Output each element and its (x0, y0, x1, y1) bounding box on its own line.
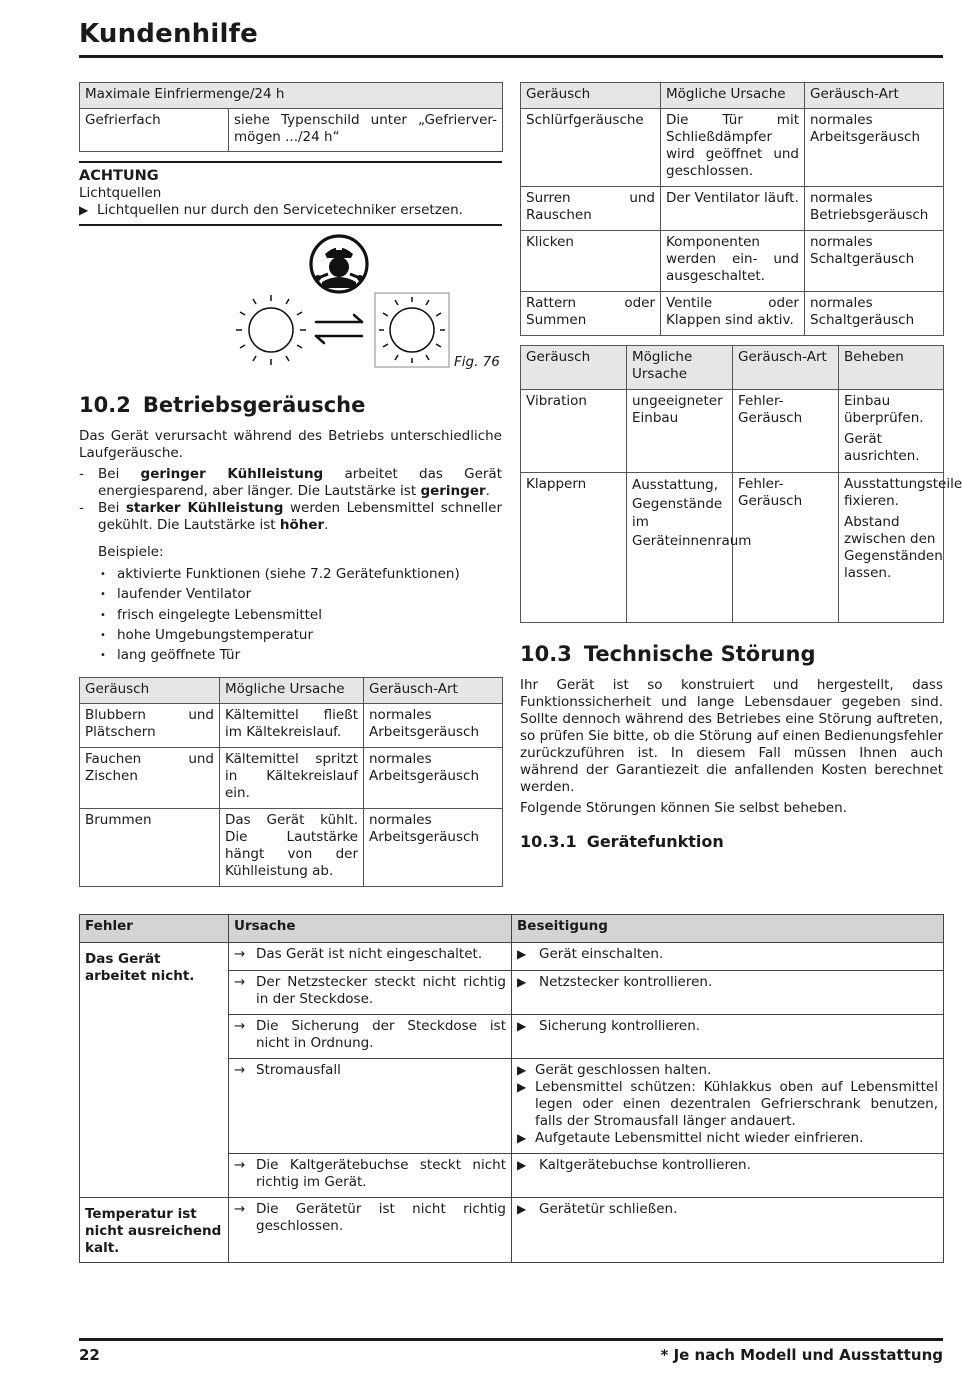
arrow-icon: → (234, 1157, 246, 1173)
table-header: Geräusch (521, 83, 661, 109)
arrow-icon: → (234, 974, 246, 990)
triangle-icon: ▶ (79, 203, 89, 217)
section-number: 10.3 (520, 642, 572, 666)
lightbulb-icon (236, 295, 306, 365)
table-header: Geräusch (80, 678, 220, 704)
fault-noise-table (520, 345, 962, 623)
section-title: Betriebsgeräusche (142, 393, 366, 417)
section-title: Technische Störung (583, 642, 816, 666)
examples-label: Beispiele: (98, 544, 164, 560)
achtung-instruction: Lichtquellen nur durch den Servicetechniker ersetzen. (97, 202, 463, 218)
triangle-icon: ▶ (517, 1019, 527, 1033)
section-text: Folgende Störungen können Sie selbst beheben. (520, 800, 847, 816)
table-header: Geräusch (521, 346, 627, 390)
bullet-icon: • (100, 589, 106, 601)
freeze-capacity-table (79, 82, 503, 152)
section-intro: Das Gerät verursacht während des Betriebs unterschiedliche Laufgeräusche. (79, 428, 502, 461)
table-row: Rattern oder Summen Ventile oder Klappen sind aktiv. normales Schaltgeräusch (521, 292, 944, 336)
footer-note: * Je nach Modell und Ausstattung (660, 1346, 943, 1364)
table-row: Surren und Rauschen Der Ventilator läuft. normales Betriebsgeräusch (521, 187, 944, 231)
triangle-icon: ▶ (517, 1158, 527, 1172)
list-item: • laufender Ventilator (100, 586, 252, 603)
arrow-icon: → (234, 946, 246, 962)
bullet-icon: • (100, 629, 106, 641)
table-header: Fehler (80, 915, 229, 943)
table-header: Geräusch-Art (733, 346, 839, 390)
fault-label: Das Gerät arbeitet nicht. (80, 943, 229, 1198)
table-row: → Die Kaltgerätebuchse steckt nicht richtig im Gerät. ▶ Kaltgerätebuchse kontrollieren. (80, 1154, 944, 1198)
list-item: • aktivierte Funktionen (siehe 7.2 Gerätefunktionen) (100, 566, 460, 582)
list-item: - Bei geringer Kühlleistung arbeitet das Gerät energiesparend, aber länger. Die Lautstärke ist geringer. (79, 466, 502, 499)
noise-table-left (79, 677, 503, 887)
section-heading-10-3 (520, 641, 815, 667)
table-row: → Der Netzstecker steckt nicht richtig in der Steckdose. ▶ Netzstecker kontrollieren. (80, 971, 944, 1015)
subsection-heading-10-3-1: 10.3.1 Gerätefunktion (520, 832, 724, 851)
table-row: Brummen Das Gerät kühlt. Die Lautstärke hängt von der Kühlleistung ab. normales Arbeitsgeräusch (80, 809, 503, 887)
bullet-icon: • (100, 609, 106, 621)
page-number: 22 (79, 1346, 100, 1364)
dash-icon: - (79, 500, 84, 516)
table-header: Geräusch-Art (364, 678, 503, 704)
table-row: Schlürfgeräusche Die Tür mit Schließdämpfer wird geöffnet und geschlossen. normales Arbeitsgeräusch (521, 109, 944, 187)
arrow-icon: → (234, 1018, 246, 1034)
arrow-icon: → (234, 1201, 246, 1217)
bulb-frame (375, 293, 449, 367)
table-header: Mögliche Ursache (220, 678, 364, 704)
list-item: - Bei starker Kühlleistung werden Lebensmittel schneller gekühlt. Die Lautstärke ist höher. (79, 500, 503, 533)
triangle-icon: ▶ (517, 1131, 527, 1145)
noise-table-right (520, 82, 944, 336)
triangle-icon: ▶ (517, 1063, 527, 1077)
section-text: Ihr Gerät ist so konstruiert und hergestellt, dass Funktionssicherheit und lange Lebensdauer gegeben sind. Sollte dennoch während des Betriebes eine Störung auftreten, so prüfen Sie bitte, ob die Störung auf einen Bedienungsfehler zurückzuführen ist. In diesem Fall müssen Ihnen auch während der Garantiezeit die anfallenden Kosten berechnet werden. (520, 677, 943, 795)
achtung-box (79, 167, 502, 219)
section-number: 10.2 (79, 393, 131, 417)
triangle-icon: ▶ (517, 1202, 527, 1216)
arrow-icon: → (234, 1062, 246, 1078)
fault-table (79, 914, 944, 1263)
triangle-icon: ▶ (517, 1080, 527, 1094)
technician-icon (311, 236, 367, 292)
bullet-icon: • (100, 650, 106, 662)
table-header: Ursache (229, 915, 512, 943)
table-row: → Die Sicherung der Steckdose ist nicht in Ordnung. ▶ Sicherung kontrollieren. (80, 1015, 944, 1059)
figure-caption: Fig. 76 (454, 354, 500, 370)
figure-76 (232, 232, 452, 372)
achtung-title: ACHTUNG (79, 168, 159, 184)
section-heading-10-2 (79, 392, 365, 418)
lightbulb-icon (379, 297, 445, 363)
table-row: Blubbern und Plätschern Kältemittel fließt im Kältekreislauf. normales Arbeitsgeräusch (80, 704, 503, 748)
triangle-icon: ▶ (517, 975, 527, 989)
table-row: Vibration ungeeigneter Einbau Fehler-Geräusch Einbau überprüfen. Gerät ausrichten. (521, 390, 944, 473)
table-header: Mögliche Ursache (627, 346, 733, 390)
table-header: Beheben (839, 346, 944, 390)
table-header: Mögliche Ursache (661, 83, 805, 109)
fault-label: Temperatur ist nicht ausreichend kalt. (80, 1198, 229, 1263)
footer-rule (79, 1338, 943, 1341)
achtung-bottom-rule (79, 224, 502, 226)
light-replacement-illustration (232, 232, 452, 372)
list-item: • hohe Umgebungstemperatur (100, 626, 314, 643)
table-header: Beseitigung (512, 915, 944, 943)
achtung-top-rule (79, 161, 502, 163)
table-cell: siehe Typenschild unter „Gefrierver-mögen .../24 h“ (229, 109, 503, 152)
examples-list (98, 566, 502, 667)
exchange-arrows-icon (316, 315, 362, 343)
header-rule (79, 55, 943, 58)
table-header: Maximale Einfriermenge/24 h (80, 83, 503, 109)
table-cell: Gefrierfach (80, 109, 229, 152)
table-header: Geräusch-Art (805, 83, 944, 109)
bullet-icon: • (100, 569, 106, 580)
page-title: Kundenhilfe (79, 19, 258, 49)
table-row: Das Gerät arbeitet nicht. → Das Gerät ist nicht eingeschaltet. ▶ Gerät einschalten. (80, 943, 944, 971)
triangle-icon: ▶ (517, 947, 527, 961)
dash-icon: - (79, 466, 84, 482)
table-row: Klicken Komponenten werden ein- und ausgeschaltet. normales Schaltgeräusch (521, 231, 944, 292)
table-row: Temperatur ist nicht ausreichend kalt. → Die Gerätetür ist nicht richtig geschlossen. ▶ Gerätetür schließen. (80, 1198, 944, 1263)
table-row: → Stromausfall ▶ Gerät geschlossen halten. ▶ Lebensmittel schützen: Kühlakkus oben auf Lebensmittel legen oder einen dezentralen Gefrierschrank benutzen, falls der Stromausfall länger andauert. ▶ Aufgetaute Lebensmittel nicht wieder einfrieren. (80, 1059, 944, 1154)
achtung-subtitle: Lichtquellen (79, 185, 162, 201)
list-item: • lang geöffnete Tür (100, 647, 241, 664)
table-row: Klappern Ausstattung, Gegenstände im Geräteinnenraum Fehler-Geräusch Ausstattungsteile fixieren. Abstand zwischen den Gegenständen lassen. (521, 473, 944, 623)
list-item: • frisch eingelegte Lebensmittel (100, 606, 322, 623)
table-row: Fauchen und Zischen Kältemittel spritzt in Kältekreislauf ein. normales Arbeitsgeräusch (80, 748, 503, 809)
cooling-performance-list (79, 466, 502, 534)
